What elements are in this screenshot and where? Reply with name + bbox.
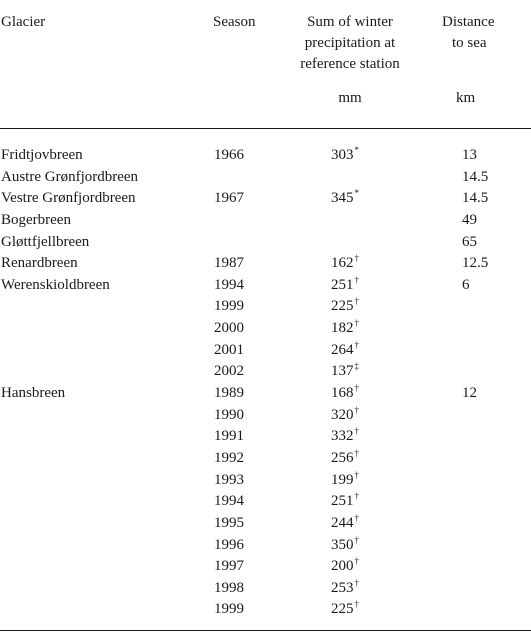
table-body bbox=[0, 145, 531, 621]
column-header-precip-line2: precipitation at bbox=[304, 35, 396, 51]
precip-value: 256 bbox=[331, 449, 354, 466]
table-row bbox=[0, 578, 531, 600]
season-value: 1999 bbox=[214, 601, 244, 618]
season-value: 1995 bbox=[214, 514, 244, 531]
table-row bbox=[0, 275, 531, 297]
table-row bbox=[0, 340, 531, 362]
footnote-mark: † bbox=[354, 426, 359, 437]
precip-value: 251 bbox=[331, 276, 354, 293]
precip-value: 345 bbox=[331, 190, 354, 207]
table-row bbox=[0, 513, 531, 535]
column-header-precip-line3: reference station bbox=[300, 56, 400, 72]
footnote-mark: † bbox=[354, 577, 359, 588]
glacier-name: Bogerbreen bbox=[1, 211, 71, 228]
footnote-mark: † bbox=[354, 534, 359, 545]
table-row bbox=[0, 296, 531, 318]
table-row bbox=[0, 253, 531, 275]
precip-value: 137 bbox=[331, 363, 354, 380]
season-value: 1994 bbox=[214, 276, 244, 293]
season-value: 1994 bbox=[214, 493, 244, 510]
column-header-precip-line1: Sum of winter bbox=[307, 14, 393, 30]
glacier-name: Werenskioldbreen bbox=[1, 276, 110, 293]
distance-value: 12 bbox=[462, 385, 477, 402]
glacier-name: Vestre Grønfjordbreen bbox=[1, 190, 136, 207]
precip-cell bbox=[331, 318, 359, 339]
glacier-name: Hansbreen bbox=[1, 385, 66, 402]
precip-cell bbox=[331, 167, 332, 188]
distance-value: 12.5 bbox=[462, 255, 489, 272]
precip-value: 199 bbox=[331, 471, 354, 488]
precip-cell bbox=[331, 599, 359, 620]
precip-cell bbox=[331, 145, 359, 166]
season-value: 1991 bbox=[214, 428, 244, 445]
column-unit-precip: mm bbox=[338, 90, 362, 106]
table-row bbox=[0, 426, 531, 448]
season-value: 2002 bbox=[214, 363, 244, 380]
table-row bbox=[0, 383, 531, 405]
season-value: 1966 bbox=[214, 147, 244, 163]
footnote-mark: * bbox=[354, 188, 359, 199]
distance-value: 14.5 bbox=[462, 168, 489, 185]
footnote-mark: † bbox=[354, 491, 359, 502]
precip-value: 251 bbox=[331, 493, 354, 510]
footnote-mark: † bbox=[354, 556, 359, 567]
footnote-mark: † bbox=[354, 296, 359, 307]
footnote-mark: * bbox=[354, 145, 359, 155]
table-row bbox=[0, 470, 531, 492]
table-row bbox=[0, 210, 531, 232]
season-value: 1989 bbox=[214, 385, 244, 402]
footnote-mark: † bbox=[354, 339, 359, 350]
precip-cell bbox=[331, 188, 359, 209]
table-row bbox=[0, 491, 531, 513]
table-row bbox=[0, 599, 531, 621]
precip-cell bbox=[331, 296, 359, 317]
precip-value: 244 bbox=[331, 514, 354, 531]
precip-value: 168 bbox=[331, 385, 354, 402]
season-value: 1992 bbox=[214, 449, 244, 466]
precip-cell bbox=[331, 470, 359, 491]
precip-cell bbox=[331, 535, 359, 556]
distance-value: 49 bbox=[462, 211, 477, 228]
precip-cell bbox=[331, 556, 359, 577]
glacier-name: Gløttfjellbreen bbox=[1, 233, 90, 250]
footnote-mark: † bbox=[354, 404, 359, 415]
distance-value: 13 bbox=[462, 147, 477, 163]
precip-value: 225 bbox=[331, 601, 354, 618]
footnote-mark: † bbox=[354, 599, 359, 610]
precip-value: 264 bbox=[331, 341, 354, 358]
season-value: 2000 bbox=[214, 320, 244, 337]
precip-cell bbox=[331, 491, 359, 512]
precip-cell bbox=[331, 513, 359, 534]
distance-value: 6 bbox=[462, 276, 470, 293]
table-row bbox=[0, 405, 531, 427]
footnote-mark: † bbox=[354, 447, 359, 458]
distance-value: 65 bbox=[462, 233, 477, 250]
precip-cell bbox=[331, 210, 332, 231]
bottom-rule bbox=[0, 630, 531, 631]
season-value: 1987 bbox=[214, 255, 244, 272]
precip-value: 320 bbox=[331, 406, 354, 423]
footnote-mark: † bbox=[354, 383, 359, 394]
precip-value: 225 bbox=[331, 298, 354, 315]
precip-value: 332 bbox=[331, 428, 354, 445]
season-value: 1990 bbox=[214, 406, 244, 423]
table-row bbox=[0, 232, 531, 254]
precip-cell bbox=[331, 253, 359, 274]
precip-value: 253 bbox=[331, 579, 354, 596]
table-row bbox=[0, 448, 531, 470]
table-row bbox=[0, 188, 531, 210]
footnote-mark: ‡ bbox=[354, 361, 359, 372]
glacier-name: Renardbreen bbox=[1, 255, 78, 272]
precip-cell bbox=[331, 383, 359, 404]
season-value: 1967 bbox=[214, 190, 244, 207]
precip-cell bbox=[331, 578, 359, 599]
glacier-name: Fridtjovbreen bbox=[1, 147, 83, 163]
season-value: 1998 bbox=[214, 579, 244, 596]
precip-cell bbox=[331, 232, 332, 253]
column-header-distance-line2: to sea bbox=[452, 35, 487, 51]
table-row bbox=[0, 361, 531, 383]
glacier-name: Austre Grønfjordbreen bbox=[1, 168, 139, 185]
precip-value: 350 bbox=[331, 536, 354, 553]
table-row bbox=[0, 145, 531, 167]
precip-value: 200 bbox=[331, 558, 354, 575]
footnote-mark: † bbox=[354, 318, 359, 329]
season-value: 1996 bbox=[214, 536, 244, 553]
precip-cell bbox=[331, 448, 359, 469]
column-header-distance-line1: Distance bbox=[442, 14, 495, 30]
season-value: 1993 bbox=[214, 471, 244, 488]
table-row bbox=[0, 556, 531, 578]
precip-cell bbox=[331, 426, 359, 447]
column-header-glacier: Glacier bbox=[1, 14, 46, 30]
season-value: 1999 bbox=[214, 298, 244, 315]
footnote-mark: † bbox=[354, 274, 359, 285]
table-row bbox=[0, 535, 531, 557]
precip-cell bbox=[331, 405, 359, 426]
precip-cell bbox=[331, 275, 359, 296]
table-row bbox=[0, 318, 531, 340]
footnote-mark: † bbox=[354, 469, 359, 480]
precip-cell bbox=[331, 361, 359, 382]
distance-value: 14.5 bbox=[462, 190, 489, 207]
table-row bbox=[0, 167, 531, 189]
precip-value: 303 bbox=[331, 147, 354, 163]
header-rule bbox=[0, 128, 531, 129]
precip-value: 182 bbox=[331, 320, 354, 337]
footnote-mark: † bbox=[354, 253, 359, 264]
footnote-mark: † bbox=[354, 512, 359, 523]
season-value: 2001 bbox=[214, 341, 244, 358]
precip-cell bbox=[331, 340, 359, 361]
precip-value: 162 bbox=[331, 255, 354, 272]
season-value: 1997 bbox=[214, 558, 244, 575]
column-header-season: Season bbox=[213, 14, 256, 30]
column-unit-distance: km bbox=[456, 90, 476, 106]
